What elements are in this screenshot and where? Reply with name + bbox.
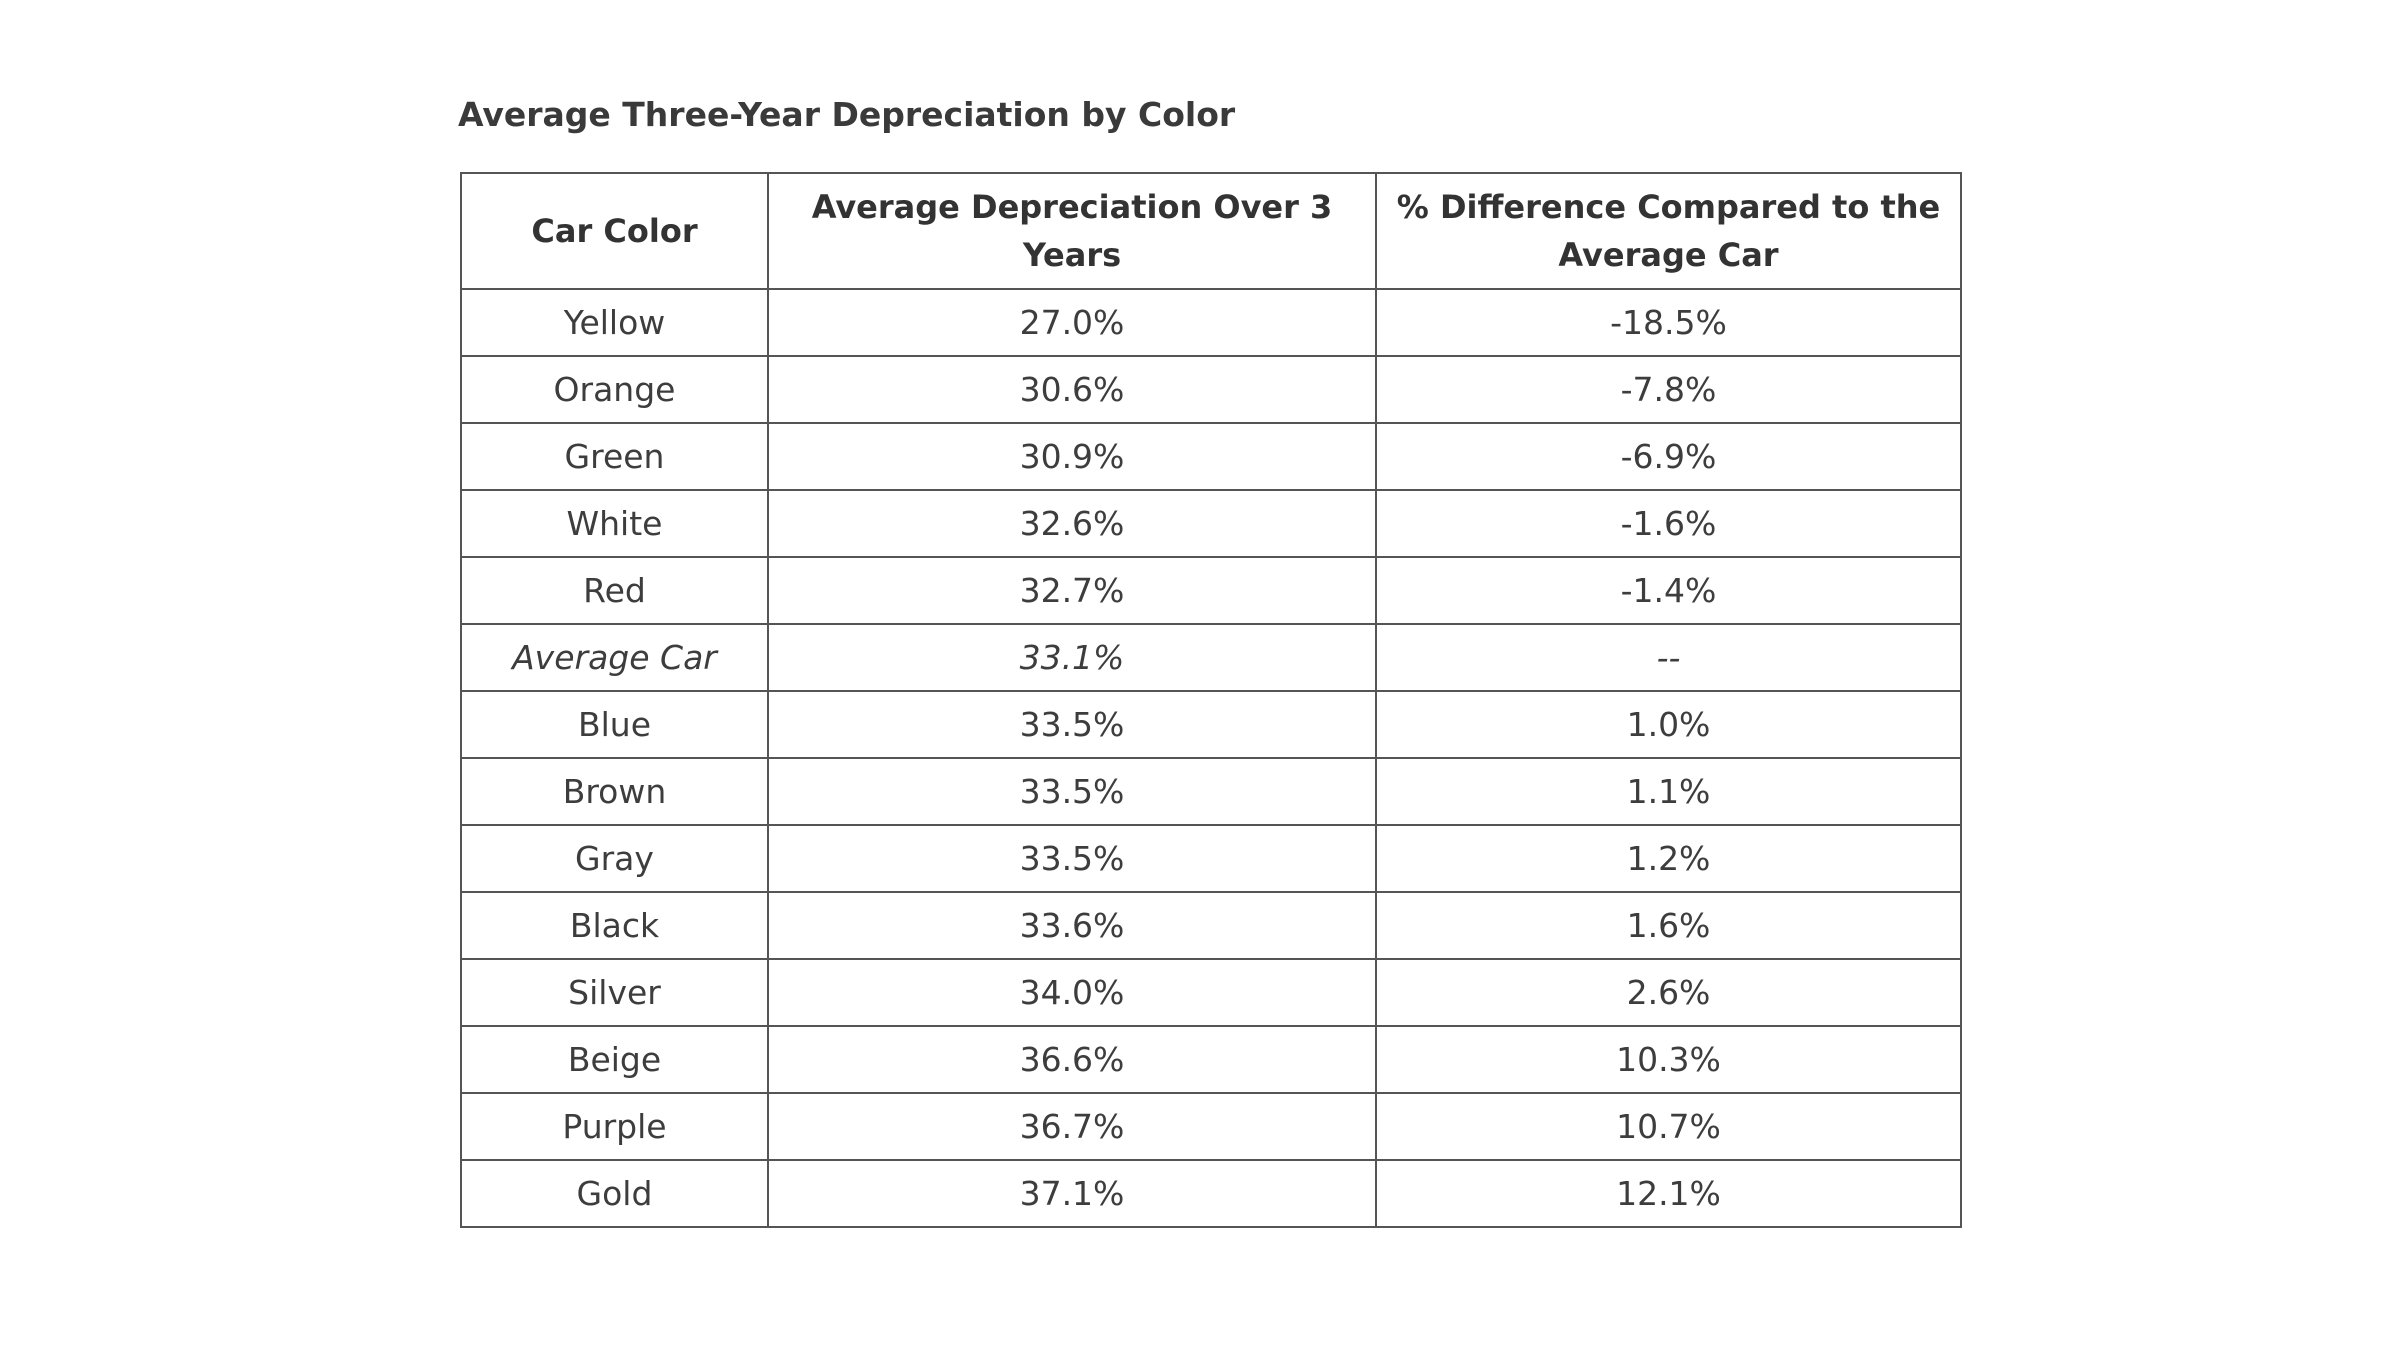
cell-avg-depreciation: 34.0% [768, 959, 1376, 1026]
cell-avg-depreciation: 32.6% [768, 490, 1376, 557]
cell-car-color: Purple [461, 1093, 768, 1160]
table-row [461, 1093, 1961, 1160]
table-row [461, 691, 1961, 758]
cell-avg-depreciation: 36.6% [768, 1026, 1376, 1093]
cell-pct-difference: -18.5% [1376, 289, 1961, 356]
cell-pct-difference: 10.3% [1376, 1026, 1961, 1093]
cell-car-color: Gray [461, 825, 768, 892]
cell-pct-difference: -- [1376, 624, 1961, 691]
column-header-avg-depreciation: Average Depreciation Over 3 Years [768, 173, 1376, 289]
table-header-row [461, 173, 1961, 289]
cell-car-color: White [461, 490, 768, 557]
cell-pct-difference: 1.0% [1376, 691, 1961, 758]
depreciation-table [460, 172, 1962, 1228]
table-row [461, 557, 1961, 624]
cell-pct-difference: 2.6% [1376, 959, 1961, 1026]
cell-avg-depreciation: 33.5% [768, 691, 1376, 758]
cell-avg-depreciation: 32.7% [768, 557, 1376, 624]
table-body [461, 289, 1961, 1227]
table-title: Average Three-Year Depreciation by Color [458, 95, 1236, 134]
cell-pct-difference: -6.9% [1376, 423, 1961, 490]
cell-car-color: Silver [461, 959, 768, 1026]
cell-car-color: Yellow [461, 289, 768, 356]
cell-pct-difference: 10.7% [1376, 1093, 1961, 1160]
cell-avg-depreciation: 33.5% [768, 758, 1376, 825]
cell-avg-depreciation: 36.7% [768, 1093, 1376, 1160]
table-row [461, 624, 1961, 691]
table-row [461, 825, 1961, 892]
cell-avg-depreciation: 37.1% [768, 1160, 1376, 1227]
table-row [461, 892, 1961, 959]
cell-avg-depreciation: 30.9% [768, 423, 1376, 490]
table-row [461, 959, 1961, 1026]
cell-avg-depreciation: 33.6% [768, 892, 1376, 959]
table-row [461, 423, 1961, 490]
cell-pct-difference: 12.1% [1376, 1160, 1961, 1227]
table-row [461, 758, 1961, 825]
cell-pct-difference: -7.8% [1376, 356, 1961, 423]
table-row [461, 490, 1961, 557]
cell-car-color: Green [461, 423, 768, 490]
cell-car-color: Black [461, 892, 768, 959]
cell-avg-depreciation: 27.0% [768, 289, 1376, 356]
table-row [461, 289, 1961, 356]
table-row [461, 1160, 1961, 1227]
cell-pct-difference: -1.4% [1376, 557, 1961, 624]
cell-car-color: Orange [461, 356, 768, 423]
column-header-pct-difference: % Difference Compared to the Average Car [1376, 173, 1961, 289]
depreciation-table-figure [458, 90, 1958, 1213]
cell-car-color: Average Car [461, 624, 768, 691]
cell-avg-depreciation: 30.6% [768, 356, 1376, 423]
cell-car-color: Brown [461, 758, 768, 825]
cell-avg-depreciation: 33.5% [768, 825, 1376, 892]
cell-pct-difference: 1.2% [1376, 825, 1961, 892]
cell-pct-difference: 1.1% [1376, 758, 1961, 825]
cell-car-color: Beige [461, 1026, 768, 1093]
cell-pct-difference: 1.6% [1376, 892, 1961, 959]
cell-pct-difference: -1.6% [1376, 490, 1961, 557]
cell-car-color: Blue [461, 691, 768, 758]
cell-car-color: Red [461, 557, 768, 624]
cell-car-color: Gold [461, 1160, 768, 1227]
cell-avg-depreciation: 33.1% [768, 624, 1376, 691]
table-row [461, 356, 1961, 423]
table-row [461, 1026, 1961, 1093]
column-header-car-color: Car Color [461, 173, 768, 289]
